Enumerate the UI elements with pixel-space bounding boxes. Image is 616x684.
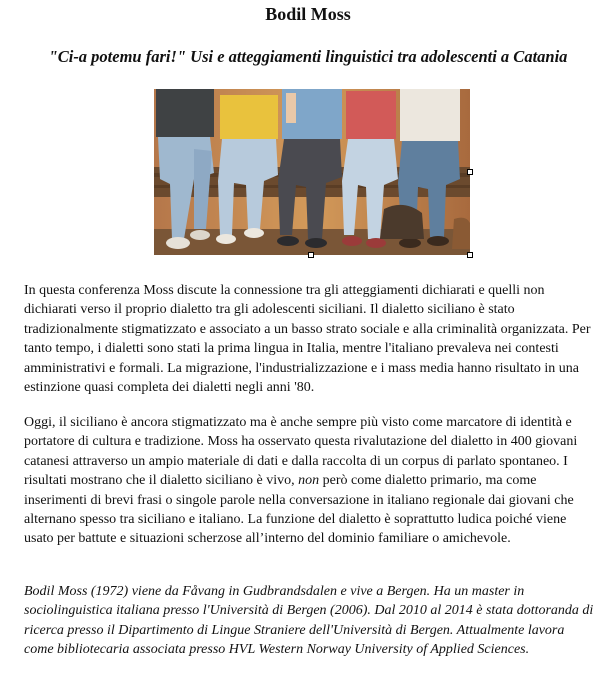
- paragraph-findings: [24, 413, 596, 549]
- paragraph-intro: In questa conferenza Moss discute la connessione tra gli atteggiamenti dichiarati e quelli non dichiarati verso il proprio dialetto tra gli adolescenti siciliani. Il dialetto siciliano è stato tradizionalmente stigmatizzato e associato a un basso strato sociale e alla criminalità organizzata. Per tanto tempo, i dialetti sono stati la prima lingua in Italia, mentre l'italiano prevaleva nei contesti amministrativi e formali. La migrazione, l'industrializzazione e i mass media hanno risultato in una estinzione quasi completa dei dialetti negli anni '80.: [24, 283, 591, 396]
- paragraph-findings-text-b: però come dialetto primario, ma come inserimenti di brevi frasi o singole parole nella conversazione in italiano regionale dai giovani che alternano spesso tra siciliano e italiano. La funzione del dialetto è soprattutto ludica poiché viene usato per battute e situazioni scherzose all’interno del dominio familiare o amichevole.: [24, 473, 574, 547]
- photo-figure[interactable]: [154, 89, 470, 255]
- author-bio: Bodil Moss (1972) viene da Fåvang in Gudbrandsdalen e vive a Bergen. Ha un master in sociolinguistica italiana presso l'Università di Bergen (2006). Dal 2010 al 2014 è stata dottoranda di ricerca presso il Dipartimento di Lingue Straniere dell'Università di Bergen. Attualmente lavora come bibliotecaria associata presso HVL Western Norway University of Applied Sciences.: [24, 584, 594, 658]
- resize-handle-corner[interactable]: [467, 252, 473, 258]
- talk-title: "Ci-a potemu fari!" Usi e atteggiamenti linguistici tra adolescenti a Catania: [48, 47, 568, 66]
- paragraph-findings-emphasis: non: [298, 473, 320, 489]
- resize-handle-right[interactable]: [467, 169, 473, 175]
- teenagers-photo[interactable]: [154, 89, 470, 255]
- resize-handle-bottom[interactable]: [308, 252, 314, 258]
- author-name: Bodil Moss: [265, 4, 351, 24]
- paragraph-findings-text-a: Oggi, il siciliano è ancora stigmatizzato ma è anche sempre più visto come marcatore di identità e portatore di cultura e tradizione. Moss ha osservato questa rivalutazione del dialetto in 400 giovani catanesi attraverso un ampio materiale di dati e dalla raccolta di un corpus di parlato spontaneo. I risultati mostrano che il dialetto siciliano è vivo,: [24, 415, 578, 489]
